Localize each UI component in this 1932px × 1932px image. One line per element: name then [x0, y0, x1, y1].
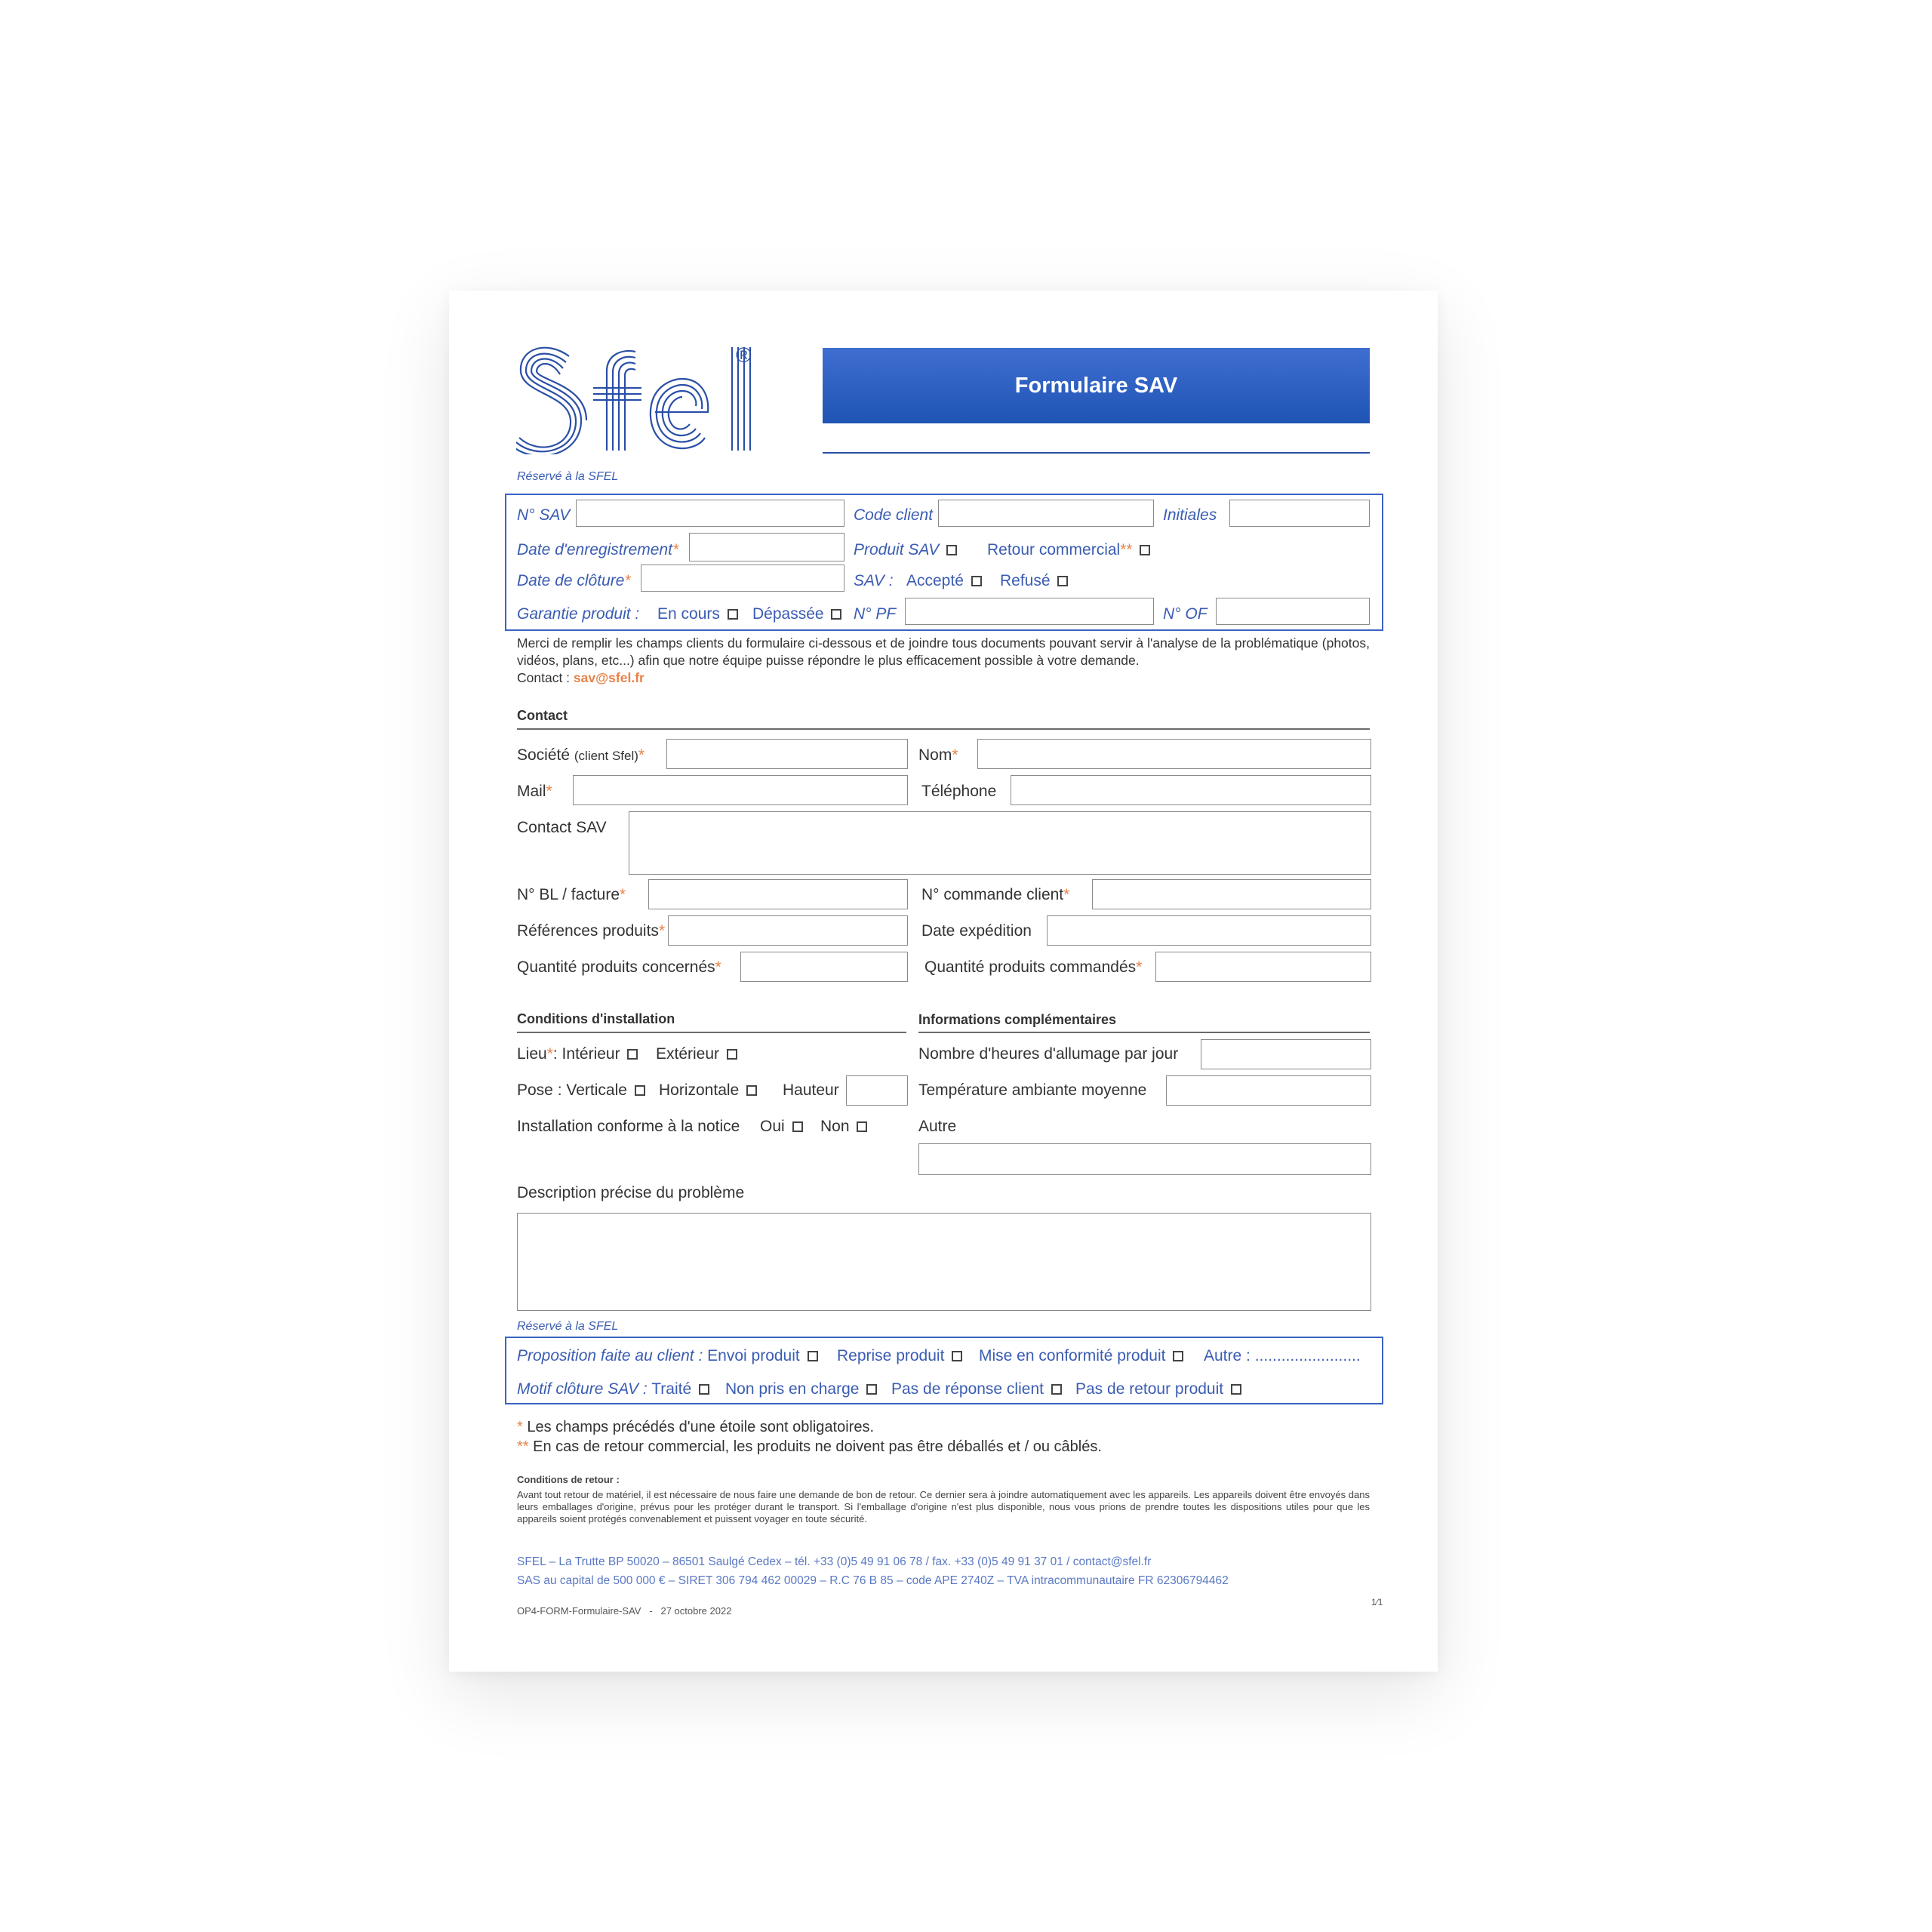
required-star: *	[624, 572, 631, 589]
refuse-checkbox[interactable]	[1057, 576, 1068, 586]
traite-checkbox[interactable]	[699, 1384, 709, 1395]
sav-label: SAV :	[854, 572, 894, 589]
garantie-label: Garantie produit :	[517, 605, 640, 623]
nom-label	[918, 746, 958, 764]
sfel-logo	[516, 341, 765, 454]
description-field[interactable]	[517, 1213, 1371, 1311]
date-expedition-field[interactable]	[1047, 915, 1371, 946]
heures-field[interactable]	[1201, 1039, 1371, 1069]
envoi-checkbox[interactable]	[808, 1351, 818, 1361]
depassee-option	[752, 605, 841, 623]
contact-label: Contact :	[517, 670, 571, 685]
interieur-text: : Intérieur	[552, 1045, 620, 1063]
mise-conformite-text: Mise en conformité produit	[979, 1347, 1166, 1364]
non-pris-option	[725, 1380, 877, 1398]
mise-conformite-option	[979, 1347, 1183, 1365]
conforme-label: Installation conforme à la notice	[517, 1118, 740, 1135]
note2-text: En cas de retour commercial, les produits ne doivent pas être déballés et / ou câblés.	[528, 1438, 1102, 1455]
intro-paragraph	[517, 635, 1370, 687]
societe-label	[517, 746, 645, 765]
no-sav-label: N° SAV	[517, 506, 571, 524]
produit-sav-text: Produit SAV	[854, 541, 940, 558]
reserved-label-bottom: Réservé à la SFEL	[517, 1320, 619, 1333]
doc-sep: -	[649, 1605, 653, 1617]
references-label	[517, 922, 665, 940]
sfel-logo-graphic	[516, 341, 765, 454]
no-bl-text: N° BL / facture	[517, 886, 620, 903]
oui-option	[760, 1118, 803, 1136]
proposition-row	[517, 1347, 818, 1365]
traite-text: Traité	[651, 1380, 692, 1398]
quantite-concernes-text: Quantité produits concernés	[517, 958, 715, 976]
retour-commercial-text: Retour commercial	[987, 541, 1121, 558]
lieu-row	[517, 1045, 638, 1063]
en-cours-text: En cours	[657, 605, 720, 623]
intro-text: Merci de remplir les champs clients du formulaire ci-dessous et de joindre tous documents pouvant servir à l'analyse de la problématique (photos, vidéos, plans, etc...) afin que notre équipe puisse répondre le plus efficacement possible à votre demande.	[517, 635, 1370, 668]
initiales-field[interactable]	[1229, 500, 1370, 527]
reserved-box-bottom	[505, 1337, 1383, 1404]
contact-sav-field[interactable]	[629, 811, 1371, 875]
horizontale-option	[659, 1081, 757, 1100]
verticale-text: Pose : Verticale	[517, 1081, 627, 1099]
telephone-field[interactable]	[1011, 775, 1371, 805]
mail-label	[517, 783, 552, 801]
contact-email-link[interactable]: sav@sfel.fr	[573, 670, 645, 685]
non-checkbox[interactable]	[857, 1121, 867, 1132]
contact-section-title: Contact	[517, 708, 568, 723]
nom-text: Nom	[918, 746, 952, 764]
date-enregistrement-text: Date d'enregistrement	[517, 541, 672, 558]
quantite-concernes-label	[517, 958, 721, 977]
non-text: Non	[820, 1118, 850, 1135]
exterieur-option	[656, 1045, 737, 1063]
note-required	[517, 1418, 874, 1436]
footer-legal: SAS au capital de 500 000 € – SIRET 306 794 462 00029 – R.C 76 B 85 – code APE 2740Z – TVA intracommunautaire FR 62306794462	[517, 1574, 1229, 1587]
installation-section-title: Conditions d'installation	[517, 1011, 675, 1026]
nom-field[interactable]	[977, 739, 1371, 769]
horizontale-text: Horizontale	[659, 1081, 740, 1099]
required-star: *	[1063, 886, 1070, 903]
form-page	[449, 291, 1438, 1672]
doc-date: 27 octobre 2022	[660, 1605, 732, 1617]
no-commande-field[interactable]	[1092, 879, 1371, 909]
exterieur-text: Extérieur	[656, 1045, 720, 1063]
hauteur-label: Hauteur	[783, 1081, 839, 1099]
footer-docref	[517, 1605, 731, 1617]
lieu-text: Lieu	[517, 1045, 547, 1063]
pas-retour-option	[1075, 1380, 1241, 1398]
form-title: Formulaire SAV	[823, 348, 1370, 423]
retour-commercial-checkbox[interactable]	[1140, 545, 1150, 555]
pas-retour-checkbox[interactable]	[1231, 1384, 1241, 1395]
societe-text: Société	[517, 746, 571, 764]
title-underline	[823, 452, 1370, 454]
en-cours-option	[657, 605, 738, 623]
conditions-retour-title: Conditions de retour :	[517, 1474, 620, 1485]
page-number: 1⁄1	[1371, 1597, 1383, 1607]
page-current: 1	[1371, 1597, 1377, 1607]
contact-section-rule	[517, 728, 1370, 730]
accepte-text: Accepté	[906, 572, 964, 589]
date-enregistrement-field[interactable]	[689, 533, 844, 561]
code-client-field[interactable]	[938, 500, 1154, 527]
non-pris-checkbox[interactable]	[866, 1384, 877, 1395]
autre-field[interactable]	[918, 1143, 1371, 1175]
required-star: *	[658, 922, 666, 940]
registered-mark: ®	[736, 343, 752, 367]
date-cloture-label	[517, 572, 631, 590]
reprise-checkbox[interactable]	[952, 1351, 962, 1361]
en-cours-checkbox[interactable]	[728, 609, 738, 620]
mail-text: Mail	[517, 783, 546, 800]
date-cloture-field[interactable]	[641, 565, 844, 592]
quantite-commandes-label	[924, 958, 1142, 977]
installation-section-rule	[517, 1032, 906, 1033]
telephone-label: Téléphone	[921, 783, 997, 800]
societe-sub: (client Sfel)	[574, 749, 638, 763]
no-sav-field[interactable]	[576, 500, 844, 527]
refuse-text: Refusé	[1000, 572, 1051, 589]
footer-address: SFEL – La Trutte BP 50020 – 86501 Saulgé Cedex – tél. +33 (0)5 49 91 06 78 / fax. +33 (0)5 49 91 37 01 / contact@sfel.fr	[517, 1555, 1152, 1568]
quantite-concernes-field[interactable]	[740, 952, 908, 982]
required-star: *	[546, 1045, 553, 1063]
motif-text: Motif clôture SAV :	[517, 1380, 648, 1398]
no-bl-field[interactable]	[648, 879, 908, 909]
required-star: *	[620, 886, 626, 903]
date-cloture-text: Date de clôture	[517, 572, 625, 589]
temperature-label: Température ambiante moyenne	[918, 1081, 1147, 1099]
depassee-text: Dépassée	[752, 605, 824, 623]
proposition-text: Proposition faite au client :	[517, 1347, 703, 1364]
required-star: *	[1136, 958, 1143, 976]
accepte-option	[906, 572, 982, 590]
contact-sav-label: Contact SAV	[517, 819, 607, 836]
oui-checkbox[interactable]	[792, 1121, 803, 1132]
exterieur-checkbox[interactable]	[727, 1049, 737, 1060]
reserved-box-top	[505, 494, 1383, 631]
no-pf-label: N° PF	[854, 605, 897, 623]
note-double-star: **	[517, 1438, 529, 1455]
pose-row	[517, 1081, 645, 1100]
infos-section-title: Informations complémentaires	[918, 1012, 1117, 1027]
infos-section-rule	[918, 1032, 1370, 1033]
pas-reponse-text: Pas de réponse client	[891, 1380, 1044, 1398]
description-label: Description précise du problème	[517, 1184, 745, 1201]
autre-label: Autre	[918, 1118, 957, 1135]
motif-row	[517, 1380, 709, 1398]
required-star: *	[672, 541, 679, 558]
non-option	[820, 1118, 867, 1136]
no-bl-label	[517, 886, 626, 904]
reprise-option	[837, 1347, 962, 1365]
pas-reponse-option	[891, 1380, 1062, 1398]
retour-commercial-label	[987, 541, 1150, 559]
note-retour	[517, 1438, 1102, 1456]
envoi-text: Envoi produit	[707, 1347, 800, 1364]
required-star: *	[638, 746, 645, 764]
mise-conformite-checkbox[interactable]	[1173, 1351, 1183, 1361]
depassee-checkbox[interactable]	[831, 609, 841, 620]
reserved-label-top: Réservé à la SFEL	[517, 470, 619, 483]
produit-sav-checkbox[interactable]	[946, 545, 957, 555]
page-total: 1	[1377, 1597, 1383, 1607]
heures-label: Nombre d'heures d'allumage par jour	[918, 1045, 1179, 1063]
references-text: Références produits	[517, 922, 659, 940]
autre-proposition: Autre : ........................	[1204, 1347, 1361, 1364]
date-enregistrement-label	[517, 541, 678, 559]
doc-ref: OP4-FORM-Formulaire-SAV	[517, 1605, 641, 1617]
note-star: *	[517, 1419, 523, 1435]
verticale-checkbox[interactable]	[635, 1085, 645, 1096]
refuse-option	[1000, 572, 1068, 590]
no-of-label: N° OF	[1163, 605, 1208, 623]
interieur-checkbox[interactable]	[627, 1049, 638, 1060]
quantite-commandes-field[interactable]	[1155, 952, 1371, 982]
required-star: *	[715, 958, 721, 976]
no-pf-field[interactable]	[905, 598, 1154, 625]
date-expedition-label: Date expédition	[921, 922, 1032, 940]
references-field[interactable]	[668, 915, 908, 946]
pas-retour-text: Pas de retour produit	[1075, 1380, 1224, 1398]
no-of-field[interactable]	[1216, 598, 1370, 625]
double-star: **	[1120, 541, 1133, 558]
mail-field[interactable]	[573, 775, 908, 805]
no-commande-label	[921, 886, 1069, 904]
horizontale-checkbox[interactable]	[746, 1085, 757, 1096]
hauteur-field[interactable]	[846, 1075, 908, 1106]
accepte-checkbox[interactable]	[971, 576, 982, 586]
required-star: *	[952, 746, 958, 764]
oui-text: Oui	[760, 1118, 785, 1135]
conditions-retour-text: Avant tout retour de matériel, il est nécessaire de nous faire une demande de bon de retour. Ce dernier sera à joindre automatiquement avec les appareils. Les appareils doivent être envoyés dans leurs emballages d'origine, prévus pour les protéger durant le transport. Si l'emballage d'origine n'est plus disponible, nous vous prions de prendre toutes les dispositions utiles pour que les appareils soient protégés convenablement et puissent voyager en toute sécurité.	[517, 1489, 1370, 1524]
non-pris-text: Non pris en charge	[725, 1380, 860, 1398]
required-star: *	[546, 783, 552, 800]
pas-reponse-checkbox[interactable]	[1051, 1384, 1062, 1395]
societe-field[interactable]	[666, 739, 908, 769]
reprise-text: Reprise produit	[837, 1347, 945, 1364]
quantite-commandes-text: Quantité produits commandés	[924, 958, 1137, 976]
temperature-field[interactable]	[1166, 1075, 1371, 1106]
note1-text: Les champs précédés d'une étoile sont obligatoires.	[522, 1419, 875, 1435]
produit-sav-label	[854, 541, 957, 559]
initiales-label: Initiales	[1163, 506, 1217, 524]
no-commande-text: N° commande client	[921, 886, 1064, 903]
code-client-label: Code client	[854, 506, 934, 524]
